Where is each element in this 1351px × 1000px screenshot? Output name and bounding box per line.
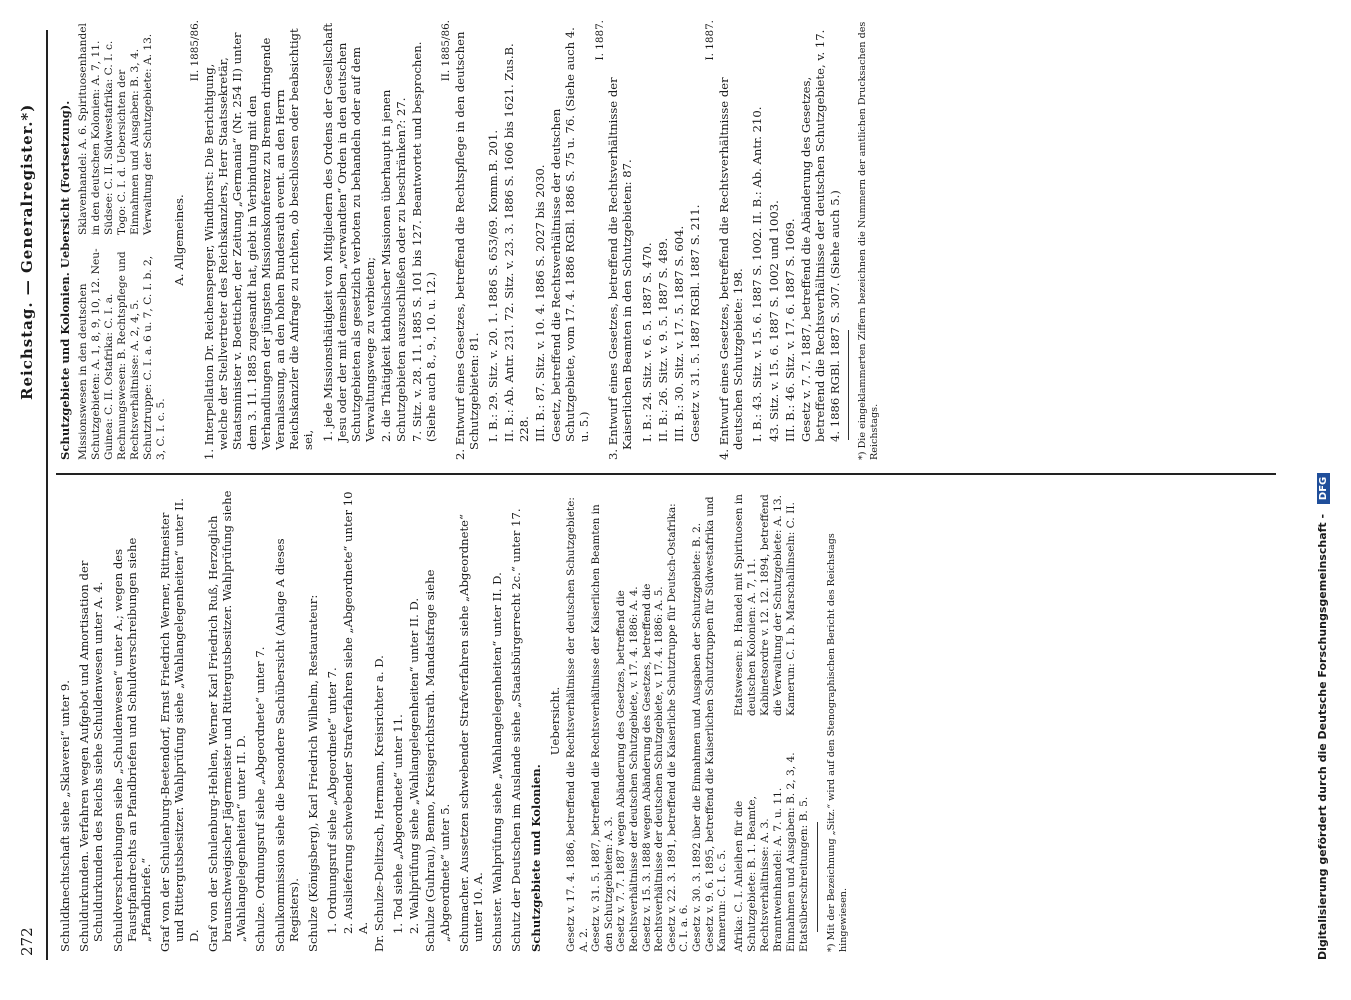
index-entry: Schuster. Wahlprüfung siehe „Wahlangelegenheiten“ unter II. D.: [490, 572, 505, 952]
index-entry: Schumacher. Aussetzen schwebender Strafverfahren siehe „Abgeordnete“ unter 10. A.: [456, 514, 486, 952]
index-subentry: 1. jede Missionsthätigkeit von Mitgliedern des Ordens der Gesellschaft Jesu oder der mit demselben „verwandten“ Orden in den deutschen Schutzgebieten als gesetzlich verboten zu behandeln oder auf dem Verwaltungswege zu verbieten;: [320, 22, 378, 442]
keywords-right: Sklavenhandel: A. 6. Spirituosenhandel in den deutschen Kolonien: A. 7, 11. Südsee: C. II. Südwestafrika: C. I. c. Togo: C. I. d. Uebersichten der Einnahmen und Ausgaben: B. 3, 4. Verwaltung der Schutzgebiete: A. 13.: [77, 23, 155, 235]
index-subentry: 2. Wahlprüfung siehe „Wahlangelegenheiten“ unter II. D.: [407, 597, 422, 934]
index-entry: Graf von der Schulenburg-Hehlen, Werner Karl Friedrich Ruß, Herzoglich braunschweigischer Jägermeister und Rittergutsbesitzer. Wahlprüfung siehe „Wahlangelegenheiten“ unter II. D.: [205, 490, 249, 952]
index-subentry: Gesetz v. 7. 7. 1887, betreffend die Abänderung des Gesetzes, betreffend die Rechtsverhältnisse der deutschen Schutzgebiete, v. 17. 4. 1886 RGBl. 1887 S. 307. (Siehe auch 5.): [799, 29, 842, 442]
law-entry: Gesetz v. 17. 4. 1886, betreffend die Rechtsverhältnisse der deutschen Schutzgebiete: A. 2.: [565, 497, 590, 952]
index-subentry: 1. Tod siehe „Abgeordnete“ unter 11.: [391, 714, 406, 934]
index-subentry: 43. Sitz. v. 15. 6. 1887 S. 1002 und 1003.: [766, 200, 781, 442]
dfg-logo: DFG: [1317, 473, 1330, 504]
page-header: [12, 30, 42, 960]
law-entry: Gesetz v. 22. 3. 1891, betreffend die Kaiserliche Schutztruppe für Deutsch-Ostafrika: C. I. a. 6.: [665, 503, 691, 952]
footnote-rule: [817, 822, 818, 932]
header-rule: [46, 30, 48, 960]
index-entry: Graf von der Schulenburg-Beetendorf, Ernst Friedrich Werner, Rittmeister und Rittergutsbesitzer. Wahlprüfung siehe „Wahlangelegenheiten“ unter II. D.: [158, 498, 201, 952]
keywords-left: Missionswesen in den deutschen Schutzgebieten: A. 1, 8, 9, 10, 12. Neu-Guinea: C. II. Ostafrika: C. I. a. Rechnungswesen: B. Rechtspflege und Rechtsverhältnisse: A. 2, 4, 5. Schutztruppe: C. I. a. 6 u. 7, C. I. b. 2, 3, C. I. c. 5.: [77, 248, 168, 460]
index-subentry: 7. Sitz. v. 28. 11. 1885 S. 101 bis 127. Beantwortet und besprochen. (Siehe auch 8., 9., 10. u. 12.): [409, 41, 439, 442]
index-subentry: I. B.: 29. Sitz. v. 20. 1. 1886 S. 653/69. Komm.B. 201.: [486, 129, 501, 442]
index-subentry: III. B.: 46. Sitz. v. 17. 6. 1887 S. 1069.: [782, 218, 797, 442]
index-entry: Schulze (Königsberg), Karl Friedrich Wilhelm, Restaurateur:: [306, 594, 321, 952]
index-entry: Schulze (Guhrau), Benno, Kreisgerichtsrath. Mandatsfrage siehe „Abgeordnete“ unter 5.: [423, 569, 452, 952]
index-entry: Schuldurkunden. Verfahren wegen Aufgebot und Amortisation der Schuldurkunden des Reichs siehe Schuldenwesen unter A. 4.: [77, 560, 106, 952]
section-heading: Schutzgebiete und Kolonien.: [528, 764, 543, 952]
index-subentry: Gesetz, betreffend die Rechtsverhältnisse der deutschen Schutzgebiete, vom 17. 4. 1886 RGBl. 1886 S. 75 u. 76. (Siehe auch 4. u. 5.): [549, 27, 592, 442]
stamp-text: Digitalisierung gefördert durch die Deutsche Forschungsgemeinschaft -: [1316, 513, 1329, 960]
right-column: [58, 20, 890, 460]
index-subentry: 2. Auslieferung schwebender Strafverfahren siehe „Abgeordnete“ unter 10 A.: [341, 491, 370, 934]
digitization-stamp: [1316, 30, 1346, 960]
keywords-right: Etatswesen: B. Handel mit Spirituosen in deutschen Kolonien: A. 7, 11. Kabinetsordre v. 12. 12. 1894, betreffend die Verwaltung der Schutzgebiete: A. 13. Kamerun: C. I. b. Marschallinseln: C. II.: [732, 493, 797, 716]
law-entry: Gesetz v. 15. 3. 1888 wegen Abänderung des Gesetzes, betreffend die Rechtsverhältnisse der deutschen Schutzgebiete, v. 17. 4. 1886: A. 5.: [640, 583, 666, 952]
subsection-heading: A. Allgemeines.: [172, 194, 187, 286]
index-entry-heading: [58, 20, 72, 460]
index-entry: Dr. Schulze-Delitzsch, Hermann, Kreisrichter a. D.: [371, 655, 386, 952]
index-subentry: III. B.: 87. Sitz. v. 10. 4. 1886 S. 2027 bis 2030.: [532, 164, 547, 442]
index-entry: 3. Entwurf eines Gesetzes, betreffend die Rechtsverhältnisse der Kaiserlichen Beamten in den Schutzgebieten: 87.: [606, 77, 635, 460]
index-subentry: 2. die Thätigkeit katholischer Missionen überhaupt in jenen Schutzgebieten auszuschließen oder zu beschränken?: 27.: [379, 89, 408, 442]
index-entry: 2. Entwurf eines Gesetzes, betreffend die Rechtspflege in den deutschen Schutzgebieten: 81.: [452, 31, 482, 460]
index-entry: Schutz der Deutschen im Auslande siehe „Staatsbürgerrecht 2c.“ unter 17.: [509, 508, 524, 952]
session-margin: I. 1887.: [593, 20, 606, 61]
index-subentry: III. B.: 30. Sitz. v. 17. 5. 1887 S. 604.: [672, 225, 687, 442]
law-entry: Gesetz v. 7. 7. 1887 wegen Abänderung des Gesetzes, betreffend die Rechtsverhältnisse der deutschen Schutzgebiete, v. 17. 4. 1886: A. 4.: [615, 586, 641, 952]
running-head: Reichstag. — Generalregister.*): [18, 103, 36, 400]
left-column: [58, 490, 859, 952]
page-number: 272: [18, 927, 36, 956]
index-entry: 4. Entwurf eines Gesetzes, betreffend die Rechtsverhältnisse der deutschen Schutzgebiete: 198.: [717, 77, 746, 460]
keywords-left: Afrika: C. I. Anleihen für die Schutzgebiete: B. 1. Beamte, Rechtsverhältnisse: A. 3. Branntweinhandel: A. 7. u. 11. Einnahmen und Ausgaben: B. 2, 3, 4. Etatsüberschreitungen: B. 5.: [732, 752, 810, 952]
session-margin: II. 1885/86.: [440, 20, 453, 82]
index-entry: Schuldverschreibungen siehe „Schuldenwesen“ unter A.; wegen des Faustpfandrechts an Pfandbriefen und Schuldverschreibungen siehe „Pfandbriefe.“: [110, 537, 154, 952]
index-subentry: II. B.: 26. Sitz. v. 9. 5. 1887 S. 489.: [655, 237, 670, 442]
section-heading: Schutzgebiete und Kolonien. Uebersicht (Fortsetzung).: [58, 100, 72, 460]
index-subentry: II. B.: Ab. Antr. 231. 72. Sitz. v. 23. 3. 1886 S. 1606 bis 1621. Zus.B. 228.: [502, 43, 531, 442]
law-entry: Gesetz v. 30. 3. 1892 über die Einnahmen und Ausgaben der Schutzgebiete: B. 2.: [691, 522, 704, 952]
index-entry-heading: [529, 490, 543, 952]
footnote: *) Mit der Bezeichnung „Sitz.“ wird auf den Stenographischen Bericht des Reichstags hingewiesen.: [825, 533, 849, 952]
footnote: *) Die eingeklammerten Ziffern bezeichnen die Nummern der amtlichen Drucksachen des Reichstags.: [856, 21, 880, 460]
index-subentry: I. B.: 24. Sitz. v. 6. 5. 1887 S. 470.: [639, 242, 654, 442]
law-entry: Gesetz v. 9. 6. 1895, betreffend die Kaiserlichen Schutztruppen für Südwestafrika und Kamerun: C. I. c. 5.: [703, 496, 729, 952]
overview-keywords: [77, 20, 168, 460]
overview-keywords: [733, 490, 811, 952]
index-subentry: Gesetz v. 31. 5. 1887 RGBl. 1887 S. 211.: [688, 204, 703, 442]
index-subentry: 1. Ordnungsruf siehe „Abgeordnete“ unter 7.: [325, 667, 340, 934]
overview-heading: Uebersicht.: [547, 686, 562, 756]
column-divider: [56, 473, 1276, 475]
index-entry: Schulze. Ordnungsruf siehe „Abgeordnete“ unter 7.: [253, 646, 268, 952]
index-entry: 1. Interpellation Dr. Reichensperger, Windthorst: Die Berichtigung, welche der Stellvertreter des Reichskanzlers, Herr Staatssekretär, Staatsminister v. Boetticher, der Zeitung „Germania“ (Nr. 254 II) unter dem 3. 11. 1885 zugesandt hat, giebt in Verbindung mit den Verhandlungen der jüngsten Missionskonferenz zu Bremen dringende Veranlassung, an den hohen Bundesrath event. an den Herrn Reichskanzler die Anfrage zu richten, ob beschlossen oder beabsichtigt sei,: [202, 28, 316, 460]
index-entry: Schulkommission siehe die besondere Sachübersicht (Anlage A dieses Registers).: [272, 538, 301, 952]
footnote-rule: [848, 330, 849, 440]
session-margin: II. 1885/86.: [189, 20, 202, 82]
index-entry: Schuldknechtschaft siehe „Sklaverei“ unter 9.: [58, 680, 72, 952]
law-entry: Gesetz v. 31. 5. 1887, betreffend die Rechtsverhältnisse der Kaiserlichen Beamten in den Schutzgebieten: A. 3.: [590, 504, 615, 952]
index-subentry: I. B.: 43. Sitz. v. 15. 6. 1887 S. 1002. II. B.: Ab. Antr. 210.: [750, 106, 765, 442]
session-margin: I. 1887.: [704, 20, 717, 61]
